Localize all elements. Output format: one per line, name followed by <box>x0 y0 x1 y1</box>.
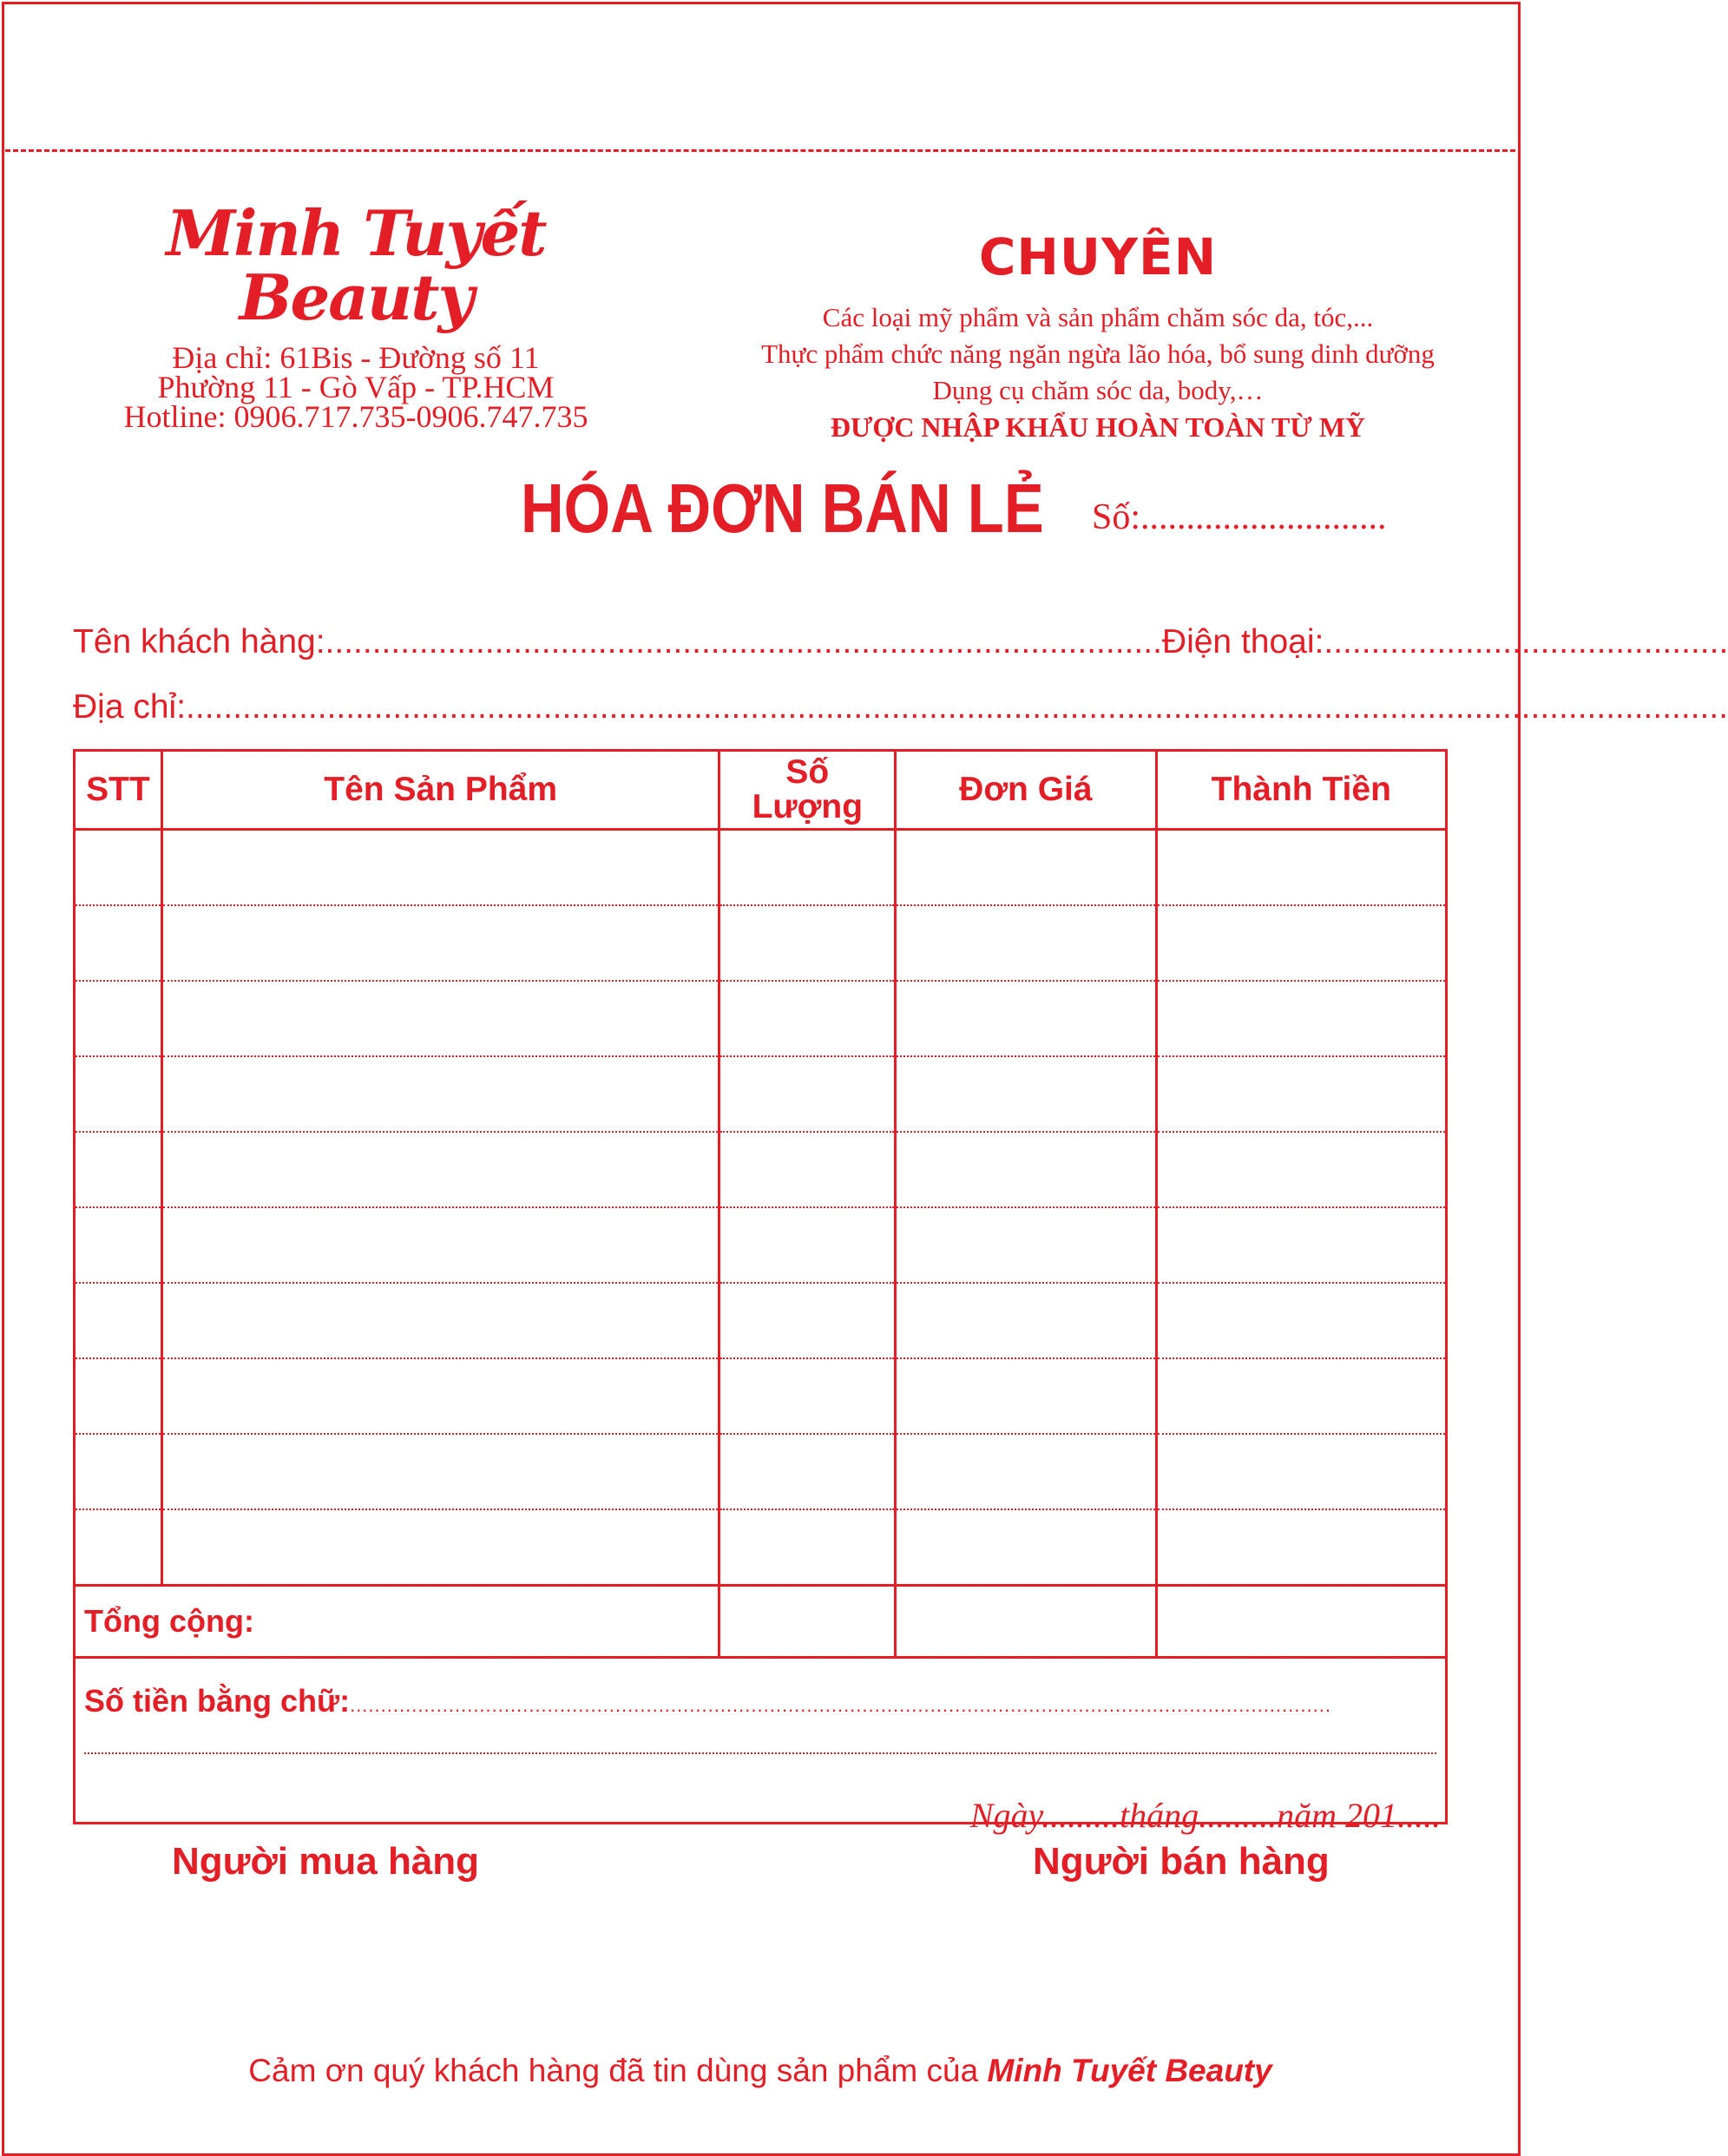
quantity-cell[interactable] <box>719 1283 896 1358</box>
table-row <box>75 1132 1447 1207</box>
specialty-item: Các loại mỹ phẩm và sản phẩm chăm sóc da, tóc,... <box>822 302 1374 332</box>
amount-words-label: Số tiền bằng chữ: <box>84 1683 351 1719</box>
table-row <box>75 1207 1447 1283</box>
shop-address <box>95 340 616 434</box>
product-name-cell[interactable] <box>161 830 719 906</box>
amount-words-field[interactable]: ............................................................................................................................................................... <box>350 1694 1331 1716</box>
quantity-cell[interactable] <box>719 1056 896 1132</box>
unit-price-cell[interactable] <box>896 1056 1156 1132</box>
stt-cell[interactable] <box>75 1509 162 1586</box>
amount-cell[interactable] <box>1156 981 1446 1056</box>
table-row <box>75 1056 1447 1132</box>
customer-name-field[interactable]: ......................................................................................... <box>325 623 1162 661</box>
product-name-cell[interactable] <box>161 1056 719 1132</box>
product-name-cell[interactable] <box>161 1509 719 1586</box>
table-row <box>75 1283 1447 1358</box>
product-name-cell[interactable] <box>161 905 719 981</box>
thank-you-note <box>0 2053 1521 2089</box>
amount-cell[interactable] <box>1156 1132 1446 1207</box>
amount-cell[interactable] <box>1156 1434 1446 1509</box>
invoice-number-label: Số: <box>1092 497 1141 537</box>
amount-cell[interactable] <box>1156 1207 1446 1283</box>
amount-words-line-2[interactable] <box>84 1752 1436 1754</box>
header-unit-price: Đơn Giá <box>896 751 1156 830</box>
brand-line-2: Beauty <box>239 260 473 334</box>
stt-cell[interactable] <box>75 1056 162 1132</box>
date-line: Ngày.........tháng.........năm 201..... <box>969 1796 1441 1835</box>
customer-address-field[interactable]: .................................................................................................................................................................... <box>186 688 1728 726</box>
stt-cell[interactable] <box>75 981 162 1056</box>
unit-price-cell[interactable] <box>896 981 1156 1056</box>
quantity-cell[interactable] <box>719 1132 896 1207</box>
cut-line <box>5 149 1515 152</box>
unit-price-cell[interactable] <box>896 905 1156 981</box>
header-product-name: Tên Sản Phẩm <box>161 751 719 830</box>
total-label: Tổng cộng: <box>84 1603 254 1639</box>
hotline: Hotline: 0906.717.735-0906.747.735 <box>123 399 588 434</box>
address-line-2: Phường 11 - Gò Vấp - TP.HCM <box>157 370 555 404</box>
customer-name-label: Tên khách hàng: <box>73 623 325 661</box>
brand-logo <box>113 196 599 334</box>
table-row <box>75 905 1447 981</box>
header-quantity-line1: Số <box>785 753 830 791</box>
invoice-number <box>1092 496 1387 538</box>
amount-cell[interactable] <box>1156 1509 1446 1586</box>
phone-field[interactable]: ........................................... <box>1324 623 1728 661</box>
customer-address-row <box>73 688 1728 726</box>
quantity-cell[interactable] <box>719 1207 896 1283</box>
items-body <box>75 830 1447 1586</box>
thanks-text: Cảm ơn quý khách hàng đã tin dùng sản phẩm của <box>248 2053 988 2088</box>
unit-price-cell[interactable] <box>896 1207 1156 1283</box>
unit-price-cell[interactable] <box>896 1132 1156 1207</box>
invoice-title: HÓA ĐƠN BÁN LẺ <box>521 470 1044 547</box>
header-amount: Thành Tiền <box>1156 751 1446 830</box>
header-quantity-line2: Lượng <box>752 788 864 825</box>
seller-signature-label: Người bán hàng <box>1033 1840 1330 1883</box>
product-name-cell[interactable] <box>161 981 719 1056</box>
stt-cell[interactable] <box>75 1207 162 1283</box>
quantity-cell[interactable] <box>719 981 896 1056</box>
amount-cell[interactable] <box>1156 1056 1446 1132</box>
specialty-title: CHUYÊN <box>978 227 1218 286</box>
product-name-cell[interactable] <box>161 1434 719 1509</box>
quantity-cell[interactable] <box>719 1509 896 1586</box>
items-table <box>73 749 1448 1824</box>
table-row <box>75 1509 1447 1586</box>
stt-cell[interactable] <box>75 1132 162 1207</box>
specialty-item: Dụng cụ chăm sóc da, body,… <box>932 375 1264 405</box>
quantity-cell[interactable] <box>719 1434 896 1509</box>
import-note: ĐƯỢC NHẬP KHẨU HOÀN TOÀN TỪ MỸ <box>830 411 1366 443</box>
stt-cell[interactable] <box>75 830 162 906</box>
unit-price-cell[interactable] <box>896 1283 1156 1358</box>
unit-price-cell[interactable] <box>896 830 1156 906</box>
unit-price-cell[interactable] <box>896 1434 1156 1509</box>
total-unit-price-cell[interactable] <box>896 1586 1156 1658</box>
table-row <box>75 1434 1447 1509</box>
product-name-cell[interactable] <box>161 1132 719 1207</box>
product-name-cell[interactable] <box>161 1283 719 1358</box>
table-row <box>75 981 1447 1056</box>
amount-cell[interactable] <box>1156 830 1446 906</box>
total-amount-cell[interactable] <box>1156 1586 1446 1658</box>
customer-address-label: Địa chỉ: <box>73 688 187 726</box>
quantity-cell[interactable] <box>719 830 896 906</box>
stt-cell[interactable] <box>75 1358 162 1434</box>
thanks-brand: Minh Tuyết Beauty <box>987 2053 1272 2088</box>
table-row <box>75 830 1447 906</box>
product-name-cell[interactable] <box>161 1207 719 1283</box>
header-quantity <box>719 751 896 830</box>
address-line-1: Địa chỉ: 61Bis - Đường số 11 <box>172 340 540 375</box>
customer-row <box>73 623 1728 661</box>
stt-cell[interactable] <box>75 1434 162 1509</box>
total-row <box>75 1586 719 1658</box>
phone-label: Điện thoại: <box>1161 623 1324 661</box>
unit-price-cell[interactable] <box>896 1358 1156 1434</box>
total-quantity-cell[interactable] <box>719 1586 896 1658</box>
quantity-cell[interactable] <box>719 1358 896 1434</box>
stt-cell[interactable] <box>75 905 162 981</box>
brand-line-1: Minh Tuyết <box>166 196 546 270</box>
table-row <box>75 1358 1447 1434</box>
specialty-list <box>729 299 1467 445</box>
stt-cell[interactable] <box>75 1283 162 1358</box>
product-name-cell[interactable] <box>161 1358 719 1434</box>
quantity-cell[interactable] <box>719 905 896 981</box>
amount-cell[interactable] <box>1156 905 1446 981</box>
buyer-signature-label: Người mua hàng <box>172 1840 480 1883</box>
amount-cell[interactable] <box>1156 1283 1446 1358</box>
header-stt: STT <box>75 751 162 830</box>
specialty-item: Thực phẩm chức năng ngăn ngừa lão hóa, bổ sung dinh dưỡng <box>761 339 1435 369</box>
amount-cell[interactable] <box>1156 1358 1446 1434</box>
invoice-number-field[interactable]: ........................... <box>1140 497 1387 537</box>
unit-price-cell[interactable] <box>896 1509 1156 1586</box>
